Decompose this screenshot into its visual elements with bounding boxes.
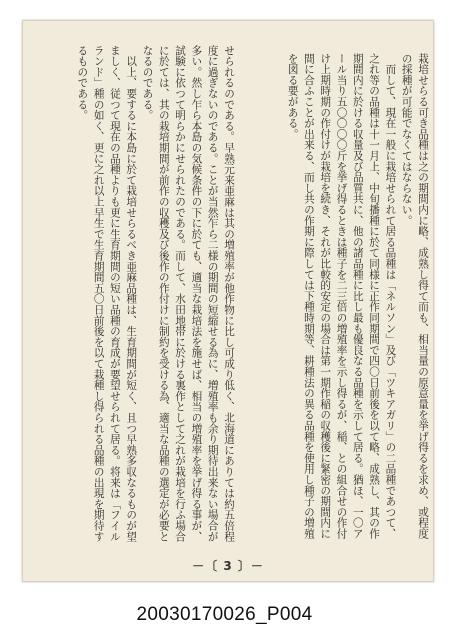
document-page xyxy=(22,20,434,582)
right-text-column: 栽培せらる可き品種は之の期間内に略、成熟し得て而も、相当量の原意量を挙げ得るを求め、或程度の採種が可能でなくてはならない。 而して、現在一般に栽培せられて居る品種は「ネルソン」及び「ツキアガリ」の二品種であつて、之れ等の品種は十一月上、中旬播種に於て同様に正作同期間で四〇日前後を以て略、成熟し、其の作期間内に於ける収量及び品質共に、他の諸品種に比し最も優良なる品種を示して居る。猶ほ、一〇アール当り五〇〇〇〇斤を挙げ得るときは種子を二三倍の増殖率を示し得るが、稲、との組合せの作付け上期時期の作付けが栽培を続き、それが比較的安定の場合は第一期作稲の収穫後に緊密の期間内に間に合ふことが出来る、而し共の作期に際しては下種時期等、耕種法の異る品種を使用し種子の増殖を図る要がある。 xyxy=(286,53,429,539)
page-number: －〔 3 〕－ xyxy=(192,559,264,573)
image-caption: 20030170026_P004 xyxy=(136,604,313,625)
left-text-column: せられるのである。早熟元来亜麻は其の増殖率が他作物に比し可成り低く、北海道にありては約五倍程度に過ぎないのである。ことが当然乍ら二様の期間の短縮せる為に、増殖率も余り期待出来ない場合が多い。然し乍ら本島の気候条件の下に於ても、適当な栽培法を施せば、相当の増殖率を挙げ得る事が、試験に依つて明らかにせられたのである。而して、水田地帯に於ける裏作として之れが栽培を行ふ場合に於ては、其の栽培期間が前作の収穫及び後作の作付けに制約を受ける為、適当な品種の選定が必要となるのである。 以上、要するに本島に於て栽培せらるべき亜麻品種は、生育期間が短く、且つ早熟多収なるものが望ましく、従つて現在の品種よりも更に生育期間の短い品種の育成が要望せられて居る。将来は「フイルランド」種の如く、更に之れ以上早生で生育期間五〇日前後を以て栽種し得られる品種の出現を期待するものである。 xyxy=(76,45,235,542)
